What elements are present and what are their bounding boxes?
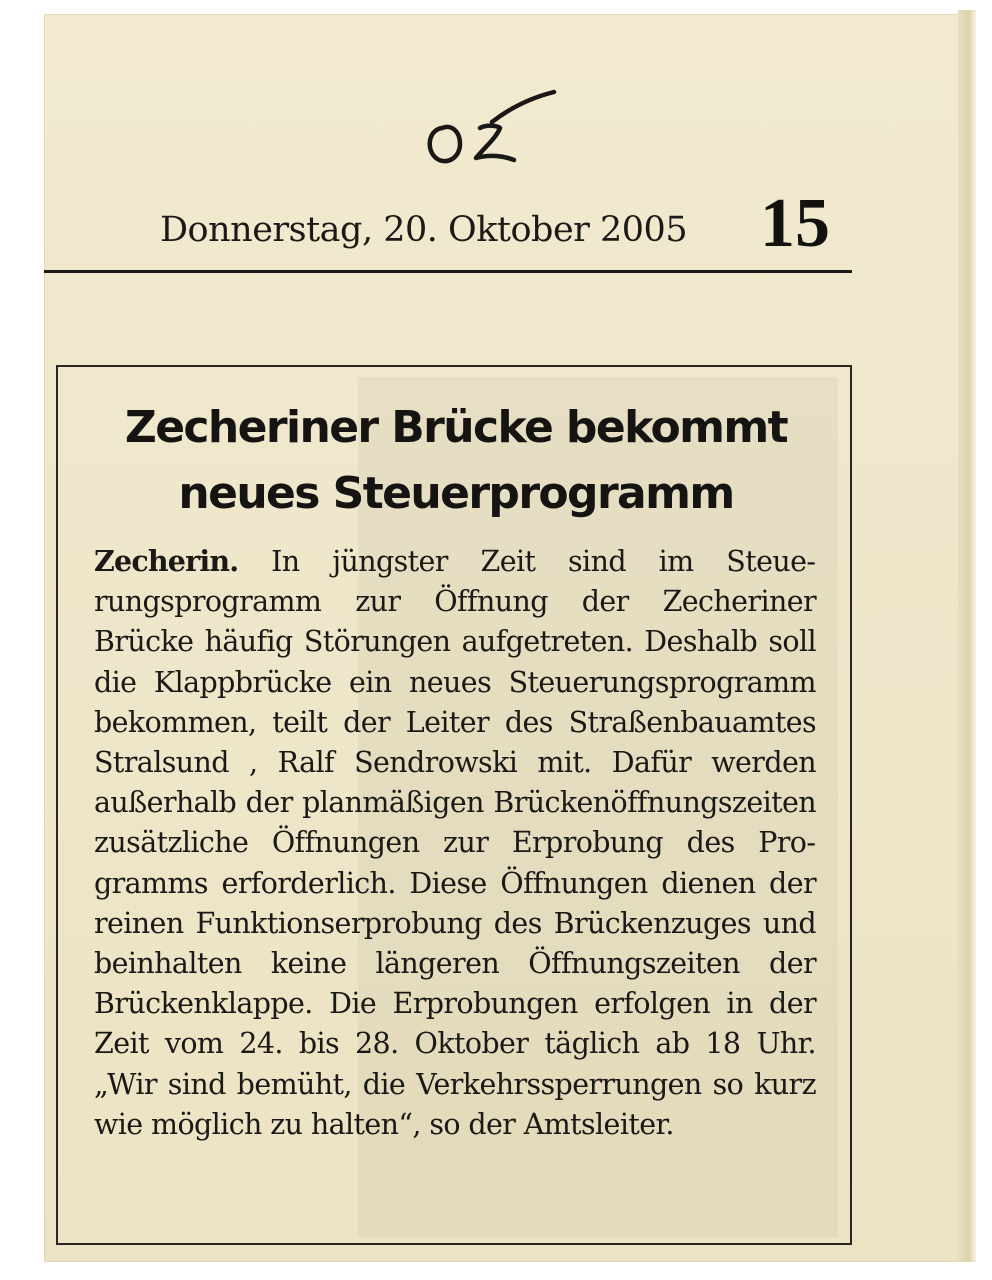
issue-date: Donnerstag, 20. Oktober 2005 bbox=[160, 210, 688, 250]
article-box bbox=[56, 365, 852, 1245]
dateline: Zecherin. bbox=[94, 544, 239, 578]
article-body-text: In jüngster Zeit sind im Steuerungsprogramm zur Öffnung der Zecheriner Brücke häufig Störungen aufgetreten. Deshalb soll die Klappbrücke ein neues Steuerungsprogramm bekommen, teilt der Leiter des Straßenbauamtes Stralsund , Ralf Sendrowski mit. Dafür werden außerhalb der planmäßigen Brückenöffnungszeiten zusätzliche Öffnungen zur Erprobung des Programms erforderlich. Diese Öffnungen dienen der reinen Funktionserprobung des Brückenzuges und beinhalten keine längeren Öffnungszeiten der Brückenklappe. Die Erprobungen erfolgen in der Zeit vom 24. bis 28. Oktober täglich ab 18 Uhr. „Wir sind bemüht, die Verkehrssperrungen so kurz wie möglich zu halten“, so der Amtsleiter. bbox=[94, 545, 816, 1141]
paper-edge bbox=[958, 10, 976, 1262]
article-headline: Zecheriner Brücke bekommt neues Steuerprogramm bbox=[124, 402, 788, 519]
handwritten-oz-mark bbox=[420, 88, 570, 178]
masthead-line bbox=[160, 185, 860, 262]
article-body bbox=[94, 541, 816, 1145]
page-number: 15 bbox=[760, 185, 830, 262]
header-rule bbox=[44, 270, 852, 273]
